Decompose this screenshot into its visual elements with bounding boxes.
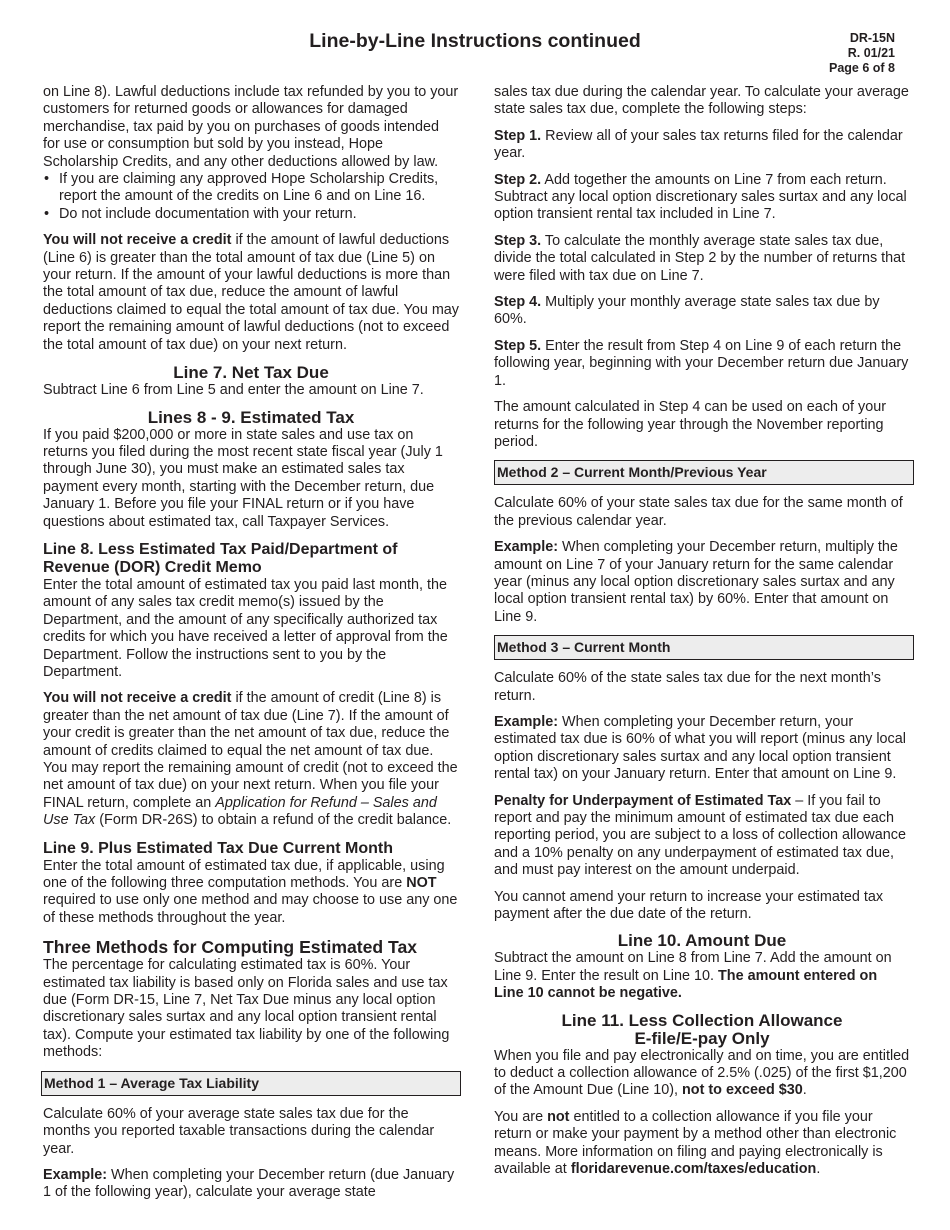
deductions-bullet-list xyxy=(43,171,459,223)
form-revision: R. 01/21 xyxy=(847,46,895,60)
page-title: Line-by-Line Instructions continued xyxy=(309,30,641,52)
amend-paragraph: You cannot amend your return to increase your estimated tax payment after the due date of the return. xyxy=(494,888,884,923)
method-1-example: Example: When completing your December return (due January 1 of the following year), calculate your average state xyxy=(43,1166,455,1201)
heading-three-methods: Three Methods for Computing Estimated Tax xyxy=(43,937,418,958)
penalty-paragraph: Penalty for Underpayment of Estimated Tax – If you fail to report and pay the minimum amount of estimated tax due each reporting period, you are subject to a loss of collection allowance and a 10% penalty on any underpayment of estimated tax due, and must pay interest on the amount underpaid. xyxy=(494,792,906,879)
penalty-heading: Penalty for Underpayment of Estimated Tax xyxy=(494,792,792,809)
line-11-paragraph: When you file and pay electronically and on time, you are entitled to deduct a collection allowance of 2.5% (.025) of the first $1,200 of the Amount Due (Line 10), not to exceed $30. xyxy=(494,1047,910,1099)
education-url: floridarevenue.com/taxes/education xyxy=(570,1161,817,1178)
step-4: Step 4. Multiply your monthly average state sales tax due by 60%. xyxy=(494,294,880,328)
step-2: Step 2. Add together the amounts on Line 7 from each return. Subtract any local option discretionary sales surtax and any local option transient rental tax included in Line 7. xyxy=(494,171,907,223)
step-1: Step 1. Review all of your sales tax returns filed for the calendar year. xyxy=(494,127,903,162)
method-3-example: Example: When completing your December return, your estimated tax due is 60% of what you will report (minus any local option discretionary sales surtax and any local option transient rental tax) on your January return. Enter that amount on Line 9. xyxy=(494,713,906,783)
no-credit-deductions-paragraph: You will not receive a credit if the amount of lawful deductions (Line 6) is greater than the total amount of tax due (Line 5) on your return. If the amount of your lawful deductions is more than the total amount of tax due, reduce the amount of lawful deductions claimed to equal the total amount of tax due. You may report the remaining amount of lawful deductions (not to exceed the total amount of tax due) on your next return. xyxy=(43,232,460,353)
step-5: Step 5. Enter the result from Step 4 on Line 9 of each return the following year, beginning with your December return due January 1. xyxy=(494,337,909,389)
left-column xyxy=(43,84,459,1211)
no-allowance-paragraph: You are not entitled to a collection allowance if you file your return or make your payment by a method other than electronic means. More information on filing and paying electronically is available at floridarevenue.com/taxes/education. xyxy=(494,1108,897,1178)
no-credit-emphasis: You will not receive a credit xyxy=(43,232,232,249)
heading-line-7: Line 7. Net Tax Due xyxy=(173,363,329,383)
no-credit-emphasis: You will not receive a credit xyxy=(43,690,232,707)
form-identifier xyxy=(829,31,895,76)
method-3-paragraph: Calculate 60% of the state sales tax due for the next month’s return. xyxy=(494,670,881,704)
no-credit-line-8-paragraph: You will not receive a credit if the amount of credit (Line 8) is greater than the net amount of tax due (Line 7). If the amount of your credit is greater than the net amount of tax due, reduce the amount of credits claimed to equal the net amount of tax due. You may report the remaining amount of credit (not to exceed the net amount of tax due) on your next return. When you file your FINAL return, complete an Application for Refund – Sales and Use Tax (Form DR-26S) to obtain a refund of the credit balance. xyxy=(43,690,458,829)
heading-line-10: Line 10. Amount Due xyxy=(617,931,787,951)
method-3-box: Method 3 – Current Month xyxy=(494,635,914,660)
method-1-box: Method 1 – Average Tax Liability xyxy=(41,1071,461,1096)
heading-line-9: Line 9. Plus Estimated Tax Due Current Month xyxy=(43,839,393,857)
line-9-paragraph: Enter the total amount of estimated tax due, if applicable, using one of the following three computation methods. You are NOT required to use only one method and may choose to use any one of these methods throughout the year. xyxy=(43,857,458,926)
average-tax-continued: sales tax due during the calendar year. To calculate your average state sales tax due, complete the following steps: xyxy=(494,84,909,118)
method-1-paragraph: Calculate 60% of your average state sales tax due for the months you reported taxable transactions during the calendar year. xyxy=(43,1105,435,1157)
lawful-deductions-paragraph: on Line 8). Lawful deductions include tax refunded by you to your customers for returned goods or allowances for damaged merchandise, tax paid by you on purchases of goods intended for use or consumption but sold by you instead, Hope Scholarship Credits, and any other deductions allowed by law. xyxy=(43,84,459,170)
heading-line-8: Line 8. Less Estimated Tax Paid/Department of Revenue (DOR) Credit Memo xyxy=(43,540,398,576)
estimated-tax-paragraph: If you paid $200,000 or more in state sales and use tax on returns you filed during the most recent state fiscal year (July 1 through June 30), you must make an estimated sales tax payment every month, starting with the December return, due January 1. Before you file your FINAL return or if you have questions about estimated tax, call Taxpayer Services. xyxy=(43,426,443,530)
form-number: DR-15N xyxy=(849,31,895,45)
method-2-paragraph: Calculate 60% of your state sales tax due for the same month of the previous calendar year. xyxy=(494,495,903,529)
step-3: Step 3. To calculate the monthly average state sales tax due, divide the total calculated in Step 2 by the number of returns that were filed with tax due on Line 7. xyxy=(494,232,906,284)
refund-form-title: Application for Refund – Sales and Use Tax xyxy=(43,794,437,829)
method-2-example: Example: When completing your December return, multiply the amount on Line 7 of your January return for the same calendar year (minus any local option discretionary sales surtax and any local option transient rental tax) by 60%. Enter that amount on Line 9. xyxy=(494,539,898,625)
line-8-paragraph: Enter the total amount of estimated tax you paid last month, the amount of any sales tax credit memo(s) issued by the Department, and the amount of any specifically authorized tax credits for which you have received a letter of approval from the Department. Follow the instructions sent to you by the Department. xyxy=(43,576,448,680)
bullet-no-documentation: • Do not include documentation with your return. xyxy=(43,206,459,223)
heading-line-11: Line 11. Less Collection Allowance E-file/E-pay Only xyxy=(561,1010,843,1048)
method-2-box: Method 2 – Current Month/Previous Year xyxy=(494,460,914,485)
right-column xyxy=(494,84,910,1188)
line-10-paragraph: Subtract the amount on Line 8 from Line 7. Add the amount on Line 9. Enter the result on Line 10. The amount entered on Line 10 cannot be negative. xyxy=(494,950,892,1002)
page-number: Page 6 of 8 xyxy=(829,61,895,75)
line-7-paragraph: Subtract Line 6 from Line 5 and enter the amount on Line 7. xyxy=(43,382,424,399)
step-4-usage-paragraph: The amount calculated in Step 4 can be used on each of your returns for the following year through the November reporting period. xyxy=(494,399,887,450)
three-methods-paragraph: The percentage for calculating estimated tax is 60%. Your estimated tax liability is based only on Florida sales and use tax due (Form DR-15, Line 7, Net Tax Due minus any local option discretionary sales surtax and any local option transient rental tax). Compute your estimated tax liability by one of the following methods: xyxy=(43,957,450,1061)
heading-lines-8-9: Lines 8 - 9. Estimated Tax xyxy=(147,407,355,427)
bullet-hope-scholarship: • If you are claiming any approved Hope Scholarship Credits, report the amount of the credits on Line 6 and on Line 16. xyxy=(43,171,459,206)
